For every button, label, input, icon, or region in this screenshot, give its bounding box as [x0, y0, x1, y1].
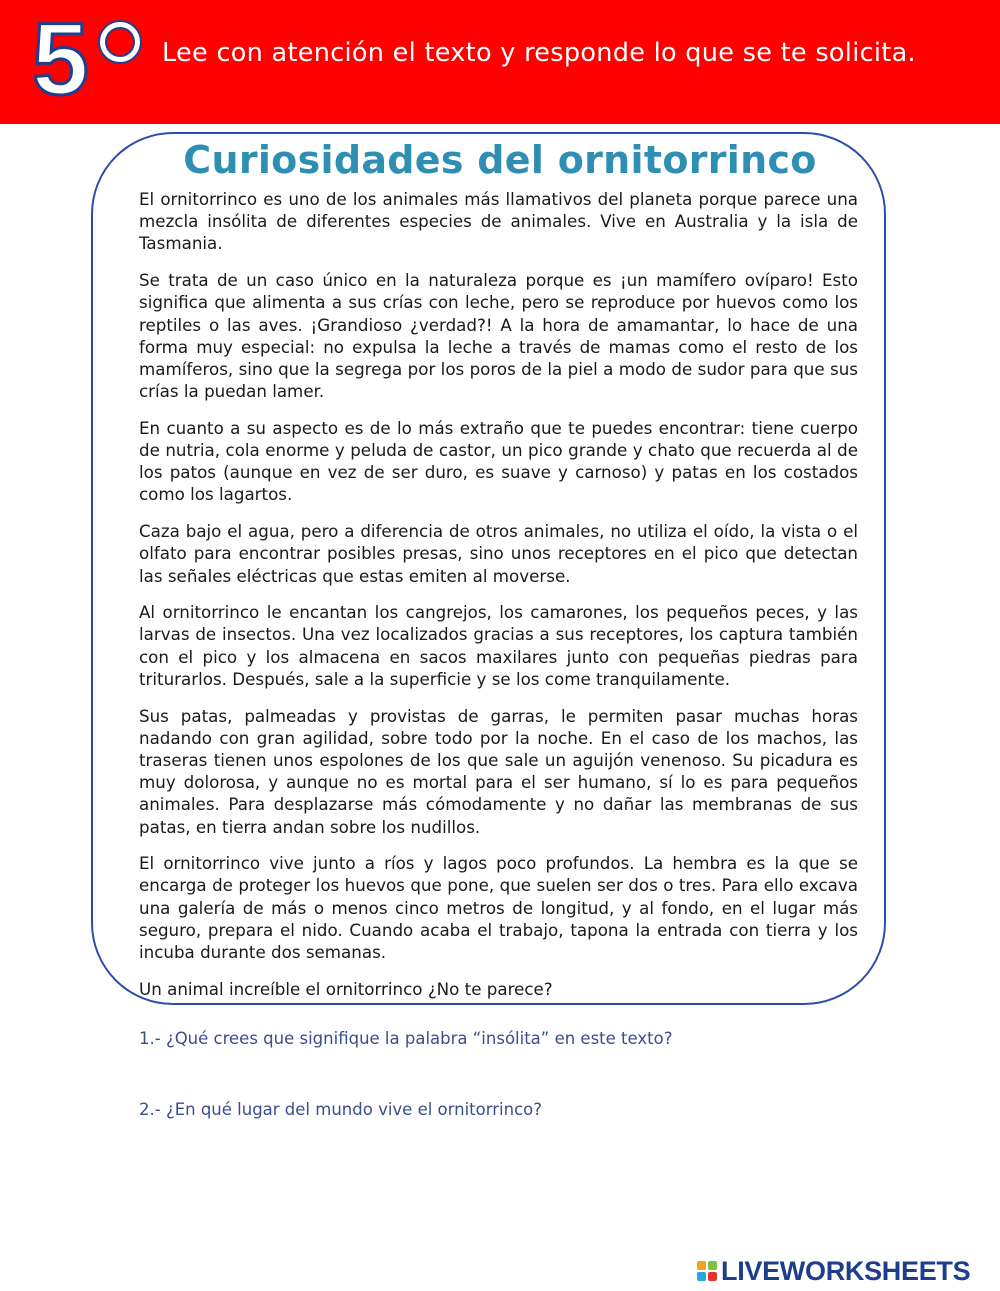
article-body: [139, 188, 858, 1015]
logo-square: [697, 1272, 706, 1281]
paragraph: En cuanto a su aspecto es de lo más extraño que te puedes encontrar: tiene cuerpo de nutria, cola enorme y peluda de castor, un pico grande y chato que recuerda al de los patos (aunque en vez de ser duro, es suave y carnoso) y patas en los costados como los lagartos.: [139, 417, 858, 505]
logo-square: [697, 1261, 706, 1270]
header-banner: [0, 0, 1000, 124]
liveworksheets-logo: [697, 1256, 970, 1286]
paragraph: El ornitorrinco vive junto a ríos y lagos poco profundos. La hembra es la que se encarga de proteger los huevos que pone, que suelen ser dos o tres. Para ello excava una galería de más o menos cinco metros de longitud, y al fondo, en el lugar más seguro, prepara el nido. Cuando acaba el trabajo, tapona la entrada con tierra y los incuba durante dos semanas.: [139, 853, 858, 963]
paragraph: Se trata de un caso único en la naturaleza porque es ¡un mamífero ovíparo! Esto significa que alimenta a sus crías con leche, pero se reproduce por huevos como los reptiles o las aves. ¡Grandioso ¿verdad?! A la hora de amamantar, lo hace de una forma muy especial: no expulsa la leche a través de mamas como el resto de los mamíferos, sino que la segrega por los poros de la piel a modo de sudor para que sus crías la puedan lamer.: [139, 270, 858, 402]
closing-line: Un animal increíble el ornitorrinco ¿No te parece?: [139, 978, 553, 999]
article-title: Curiosidades del ornitorrinco: [183, 138, 817, 182]
logo-text: LIVEWORKSHEETS: [721, 1255, 971, 1286]
paragraph: El ornitorrinco es uno de los animales más llamativos del planeta porque parece una mezcla insólita de diferentes especies de animales. Vive en Australia y la isla de Tasmania.: [139, 189, 858, 254]
question-2: 2.- ¿En qué lugar del mundo vive el ornitorrinco?: [139, 1100, 542, 1119]
paragraph: Caza bajo el agua, pero a diferencia de otros animales, no utiliza el oído, la vista o el olfato para encontrar posibles presas, sino unos receptores en el pico que detectan las señales eléctricas que estas emiten al moverse.: [139, 521, 858, 586]
instruction-text: Lee con atención el texto y responde lo que se te solicita.: [162, 38, 916, 68]
grade-number: 5: [32, 2, 87, 116]
logo-square: [708, 1272, 717, 1281]
paragraph: Al ornitorrinco le encantan los cangrejos, los camarones, los pequeños peces, y las larvas de insectos. Una vez localizados gracias a sus receptores, los captura también con el pico y los almacena en sacos maxilares junto con pequeñas piedras para triturarlos. Después, sale a la superficie y se los come tranquilamente.: [139, 602, 858, 689]
paragraph: Sus patas, palmeadas y provistas de garras, le permiten pasar muchas horas nadando con gran agilidad, sobre todo por la noche. En el caso de los machos, las traseras tienen unos espolones de los que sale un aguijón venenoso. Su picadura es muy dolorosa, y aunque no es mortal para el ser humano, sí lo es para pequeños animales. Para desplazarse más cómodamente y no dañar las membranas de sus patas, en tierra andan sobre los nudillos.: [139, 705, 858, 837]
question-1: 1.- ¿Qué crees que signifique la palabra “insólita” en este texto?: [139, 1029, 673, 1048]
liveworksheets-logo-icon: [697, 1261, 717, 1281]
degree-symbol: [100, 22, 140, 62]
logo-square: [708, 1261, 717, 1270]
